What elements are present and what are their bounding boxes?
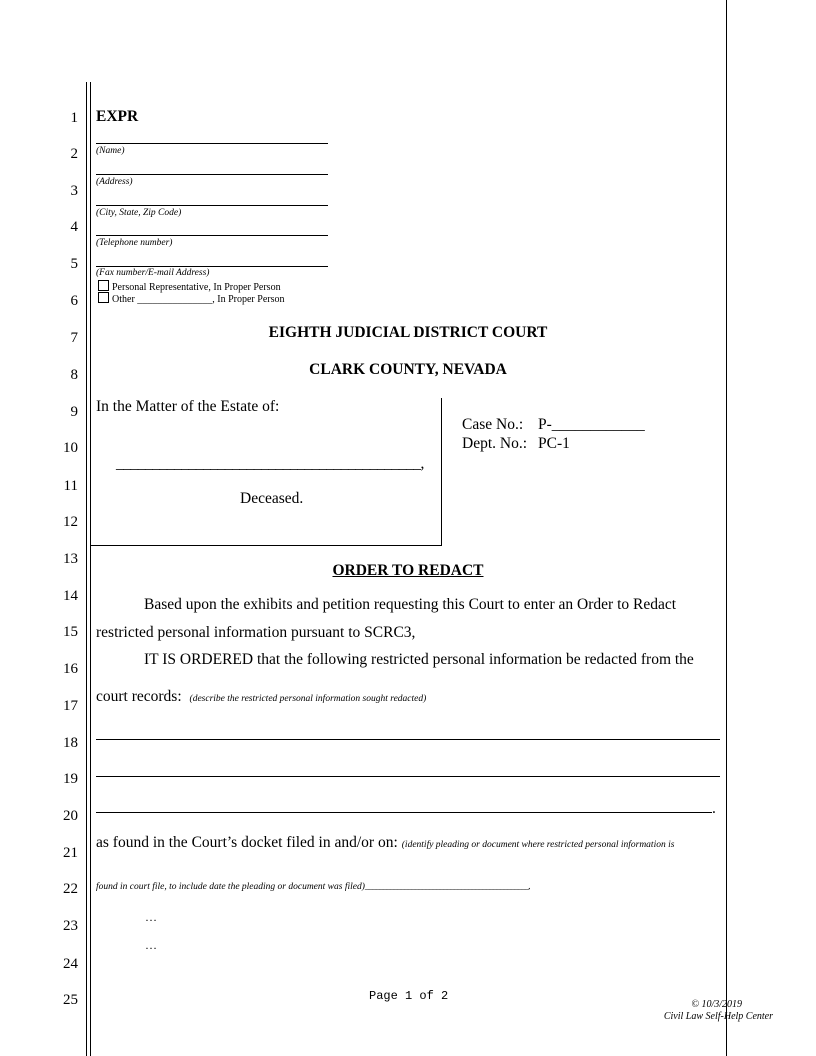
line-number: 16: [63, 661, 78, 677]
court-records-text: court records:: [96, 688, 182, 705]
describe-hint: (describe the restricted personal information sought redacted): [189, 694, 427, 704]
line-number: 6: [70, 293, 78, 309]
matter-text: In the Matter of the Estate of:: [96, 398, 280, 415]
found-text: as found in the Court’s docket filed in and/or on:: [96, 834, 398, 851]
line-number: 12: [63, 514, 78, 530]
doc-code: EXPR: [96, 108, 139, 125]
personal-rep-label: Personal Representative, In Proper Person: [112, 282, 281, 293]
line-number: 5: [70, 256, 78, 272]
caption-divider: [441, 398, 442, 545]
footer-copyright: © 10/3/2019: [691, 999, 742, 1010]
found-in-line: [96, 834, 674, 852]
page-number: Page 1 of 2: [369, 989, 449, 1003]
line-number: 22: [63, 881, 78, 897]
line-number: 3: [70, 183, 78, 199]
other-checkbox[interactable]: [98, 292, 109, 303]
para2-line2: [96, 688, 426, 706]
line-number: 14: [63, 588, 78, 604]
dept-no-value: PC-1: [538, 435, 570, 452]
ellipsis-2: …: [145, 938, 157, 952]
para1-line2: restricted personal information pursuant to SCRC3,: [96, 624, 416, 641]
line-number: 9: [70, 404, 78, 420]
footer-center: Civil Law Self-Help Center: [663, 1011, 773, 1022]
line-number: 4: [70, 219, 78, 235]
found-hint2-blank[interactable]: ______________________________________________.: [364, 882, 530, 892]
line-number: 11: [63, 478, 78, 494]
fax-label: (Fax number/E-mail Address): [96, 268, 210, 278]
line-number: 2: [70, 146, 78, 162]
dept-no-label: Dept. No.:: [462, 435, 528, 452]
ellipsis-1: …: [145, 910, 157, 924]
line20-period: .: [712, 800, 716, 817]
court-county: CLARK COUNTY, NEVADA: [309, 361, 507, 378]
phone-line: [96, 235, 328, 236]
line-number: 7: [70, 330, 78, 346]
redaction-line-20[interactable]: [96, 812, 712, 813]
line-number: 18: [63, 735, 78, 751]
line-number: 24: [63, 956, 78, 972]
found-hint2: found in court file, to include date the pleading or document was filed): [96, 882, 365, 892]
line-number: 20: [63, 808, 78, 824]
address-line: [96, 174, 328, 175]
deceased-label: Deceased.: [240, 490, 304, 507]
city-line: [96, 205, 328, 206]
found-in-line2: [96, 876, 529, 894]
case-no-value[interactable]: P-____________: [538, 416, 645, 433]
order-title: ORDER TO REDACT: [332, 562, 484, 579]
name-label: (Name): [96, 146, 125, 156]
redaction-line-18[interactable]: [96, 739, 720, 740]
para1-line1: Based upon the exhibits and petition requesting this Court to enter an Order to Redact: [144, 596, 677, 613]
found-hint: (identify pleading or document where restricted personal information is: [401, 840, 675, 850]
para2-line1: IT IS ORDERED that the following restricted personal information be redacted from the: [144, 651, 694, 668]
city-label: (City, State, Zip Code): [96, 208, 182, 218]
other-label: Other _______________, In Proper Person: [112, 294, 285, 305]
address-label: (Address): [96, 177, 133, 187]
line-number: 17: [63, 698, 78, 714]
line-number: 10: [63, 440, 78, 456]
court-name: EIGHTH JUDICIAL DISTRICT COURT: [268, 324, 548, 341]
deceased-name-line: __________________________________________,: [116, 455, 424, 472]
personal-rep-checkbox[interactable]: [98, 280, 109, 291]
line-number: 8: [70, 367, 78, 383]
line-number: 15: [63, 624, 78, 640]
caption-bottom-rule: [90, 545, 442, 546]
option-other[interactable]: [98, 292, 284, 305]
line-number: 25: [63, 992, 78, 1008]
line-number: 13: [63, 551, 78, 567]
phone-label: (Telephone number): [96, 238, 173, 248]
right-margin-rule: [726, 0, 727, 1056]
left-margin-rule-outer: [86, 82, 87, 1056]
redaction-line-19[interactable]: [96, 776, 720, 777]
case-no-label: Case No.:: [462, 416, 524, 433]
line-number: 21: [63, 845, 78, 861]
line-number: 1: [70, 110, 78, 126]
name-line: [96, 143, 328, 144]
line-number: 23: [63, 918, 78, 934]
line-number: 19: [63, 771, 78, 787]
fax-line: [96, 266, 328, 267]
